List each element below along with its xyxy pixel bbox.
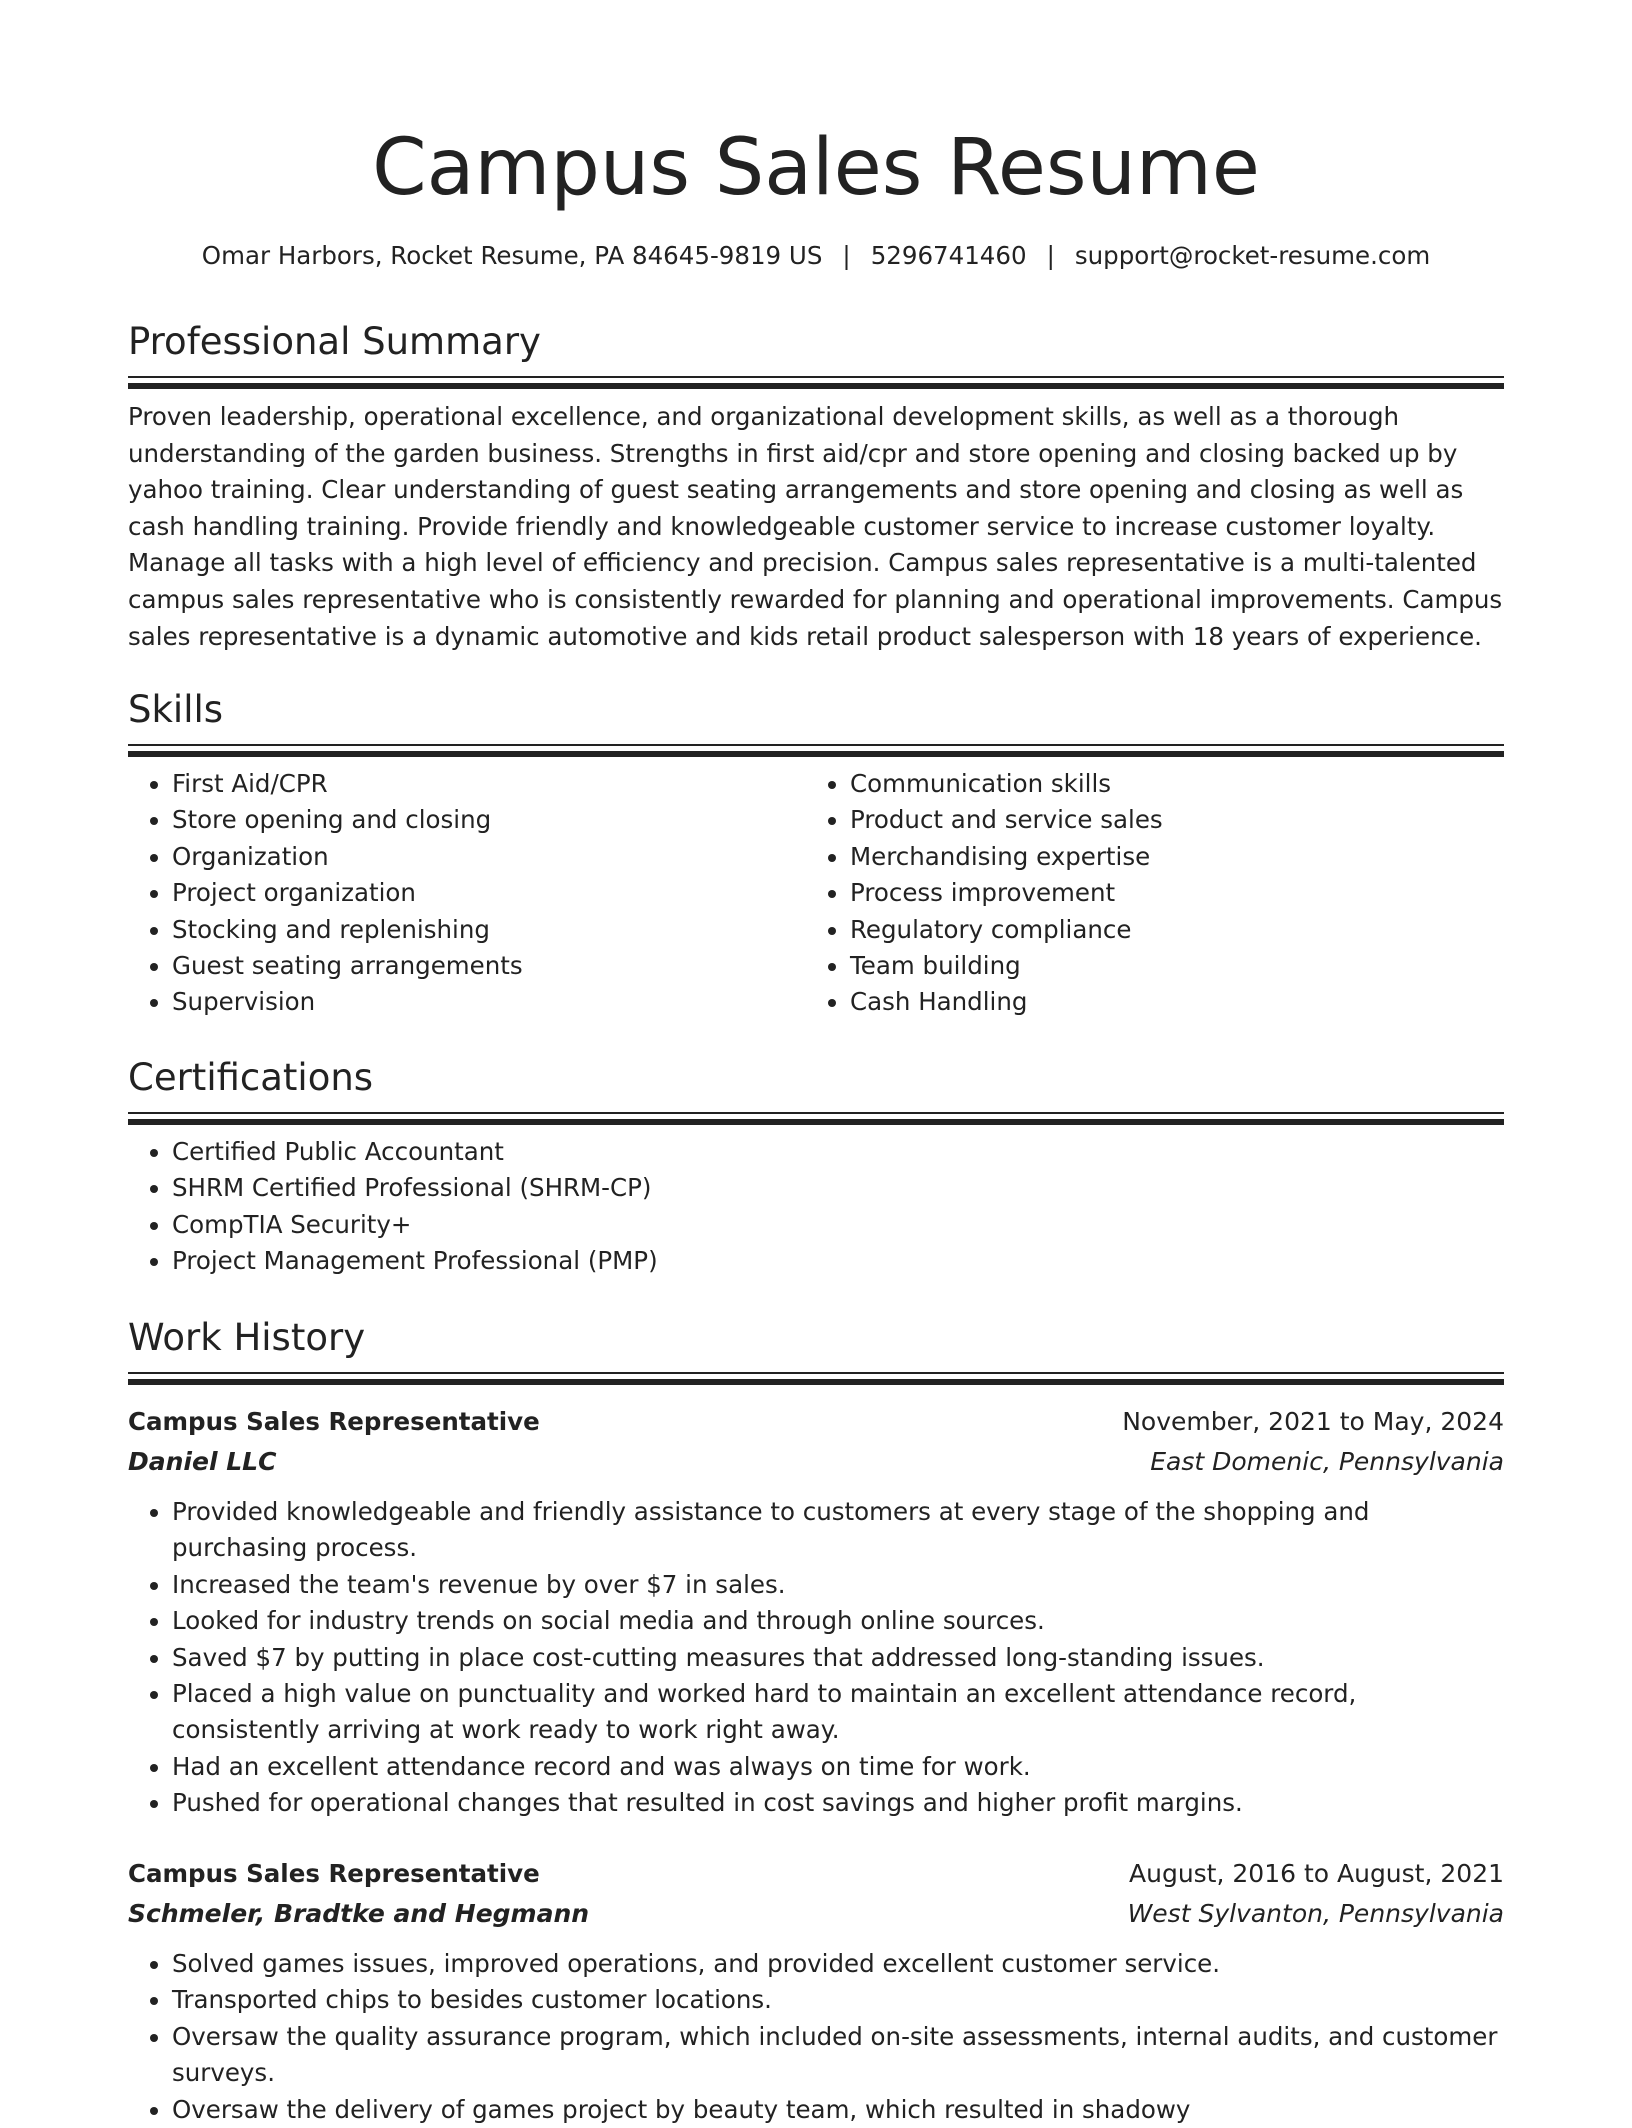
contact-line [128,238,1504,274]
section-heading: Skills [128,688,224,731]
contact-separator: | [842,241,851,270]
job-bullet: • Saved $7 by putting in place cost-cutting measures that addressed long-standing issues. [172,1640,1504,1676]
job-header-row [128,1402,1504,1442]
section-heading: Work History [128,1316,366,1359]
skill-item: • Guest seating arrangements [172,948,806,984]
skill-item: • Cash Handling [850,984,1484,1020]
job-bullets [128,1494,1504,1822]
summary-section [128,317,1504,655]
job-dates: August, 2016 to August, 2021 [1129,1859,1504,1888]
job-title: Campus Sales Representative [128,1859,540,1888]
skill-item: • Supervision [172,984,806,1020]
skill-item: • Communication skills [850,766,1484,802]
skill-item: • Merchandising expertise [850,839,1484,875]
certifications-section [128,1053,1504,1280]
work-history-section [128,1313,1504,1386]
job-bullet: • Oversaw the delivery of games project by beauty team, which resulted in shadowy [172,2092,1504,2128]
summary-text: Proven leadership, operational excellence, and organizational development skills, as well as a thorough understanding of the garden business. Strengths in first aid/cpr and store opening and closing backed up by yahoo training. Clear understanding of guest seating arrangements and store opening and closing as well as cash handling training. Provide friendly and knowledgeable customer service to increase customer loyalty. Manage all tasks with a high level of efficiency and precision. Campus sales representative is a multi-talented campus sales representative who is consistently rewarded for planning and operational improvements. Campus sales representative is a dynamic automotive and kids retail product salesperson with 18 years of experience. [128,402,1503,651]
skill-item: • First Aid/CPR [172,766,806,802]
job-company-row [128,1894,1504,1934]
skill-item: • Store opening and closing [172,802,806,838]
job-company-row [128,1442,1504,1482]
section-divider [128,1112,1504,1126]
section-divider [128,376,1504,390]
skill-item: • Project organization [172,875,806,911]
skill-item: • Team building [850,948,1484,984]
job-location: East Domenic, Pennsylvania [1150,1447,1504,1476]
resume-title: Campus Sales Resume [372,123,1260,213]
section-divider [128,744,1504,758]
job-bullets [128,1946,1504,2128]
skills-list-left [128,766,806,1021]
job-bullet: • Placed a high value on punctuality and worked hard to maintain an excellent attendance record, consistently arriving at work ready to work right away. [172,1676,1504,1749]
section-heading: Professional Summary [128,320,541,363]
skills-column-right [806,766,1484,1021]
job-bullet: • Looked for industry trends on social media and through online sources. [172,1603,1504,1639]
skills-section [128,685,1504,1021]
skill-item: • Process improvement [850,875,1484,911]
certifications-list [128,1134,1504,1280]
certification-item: • Project Management Professional (PMP) [172,1243,1504,1279]
skills-column-left [128,766,806,1021]
job-dates: November, 2021 to May, 2024 [1122,1407,1504,1436]
certification-item: • Certified Public Accountant [172,1134,1504,1170]
job-title: Campus Sales Representative [128,1407,540,1436]
job-entry [128,1854,1504,2128]
contact-separator: | [1046,241,1055,270]
skill-item: • Product and service sales [850,802,1484,838]
skills-columns [128,766,1504,1021]
job-location: West Sylvanton, Pennsylvania [1127,1899,1504,1928]
job-bullet: • Had an excellent attendance record and was always on time for work. [172,1749,1504,1785]
job-entry [128,1402,1504,1822]
section-heading: Certifications [128,1056,374,1099]
job-bullet: • Increased the team's revenue by over $7 in sales. [172,1567,1504,1603]
certification-item: • SHRM Certified Professional (SHRM-CP) [172,1170,1504,1206]
job-bullet: • Pushed for operational changes that resulted in cost savings and higher profit margins. [172,1785,1504,1821]
contact-address: Omar Harbors, Rocket Resume, PA 84645-9819 US [201,241,823,270]
skill-item: • Stocking and replenishing [172,912,806,948]
job-bullet: • Provided knowledgeable and friendly assistance to customers at every stage of the shopping and purchasing process. [172,1494,1504,1567]
skills-list-right [806,766,1484,1021]
job-bullet: • Oversaw the quality assurance program, which included on-site assessments, internal audits, and customer surveys. [172,2019,1504,2092]
skill-item: • Organization [172,839,806,875]
section-divider [128,1372,1504,1386]
contact-phone: 5296741460 [870,241,1027,270]
skill-item: • Regulatory compliance [850,912,1484,948]
contact-email: support@rocket-resume.com [1074,241,1431,270]
job-bullet: • Transported chips to besides customer locations. [172,1982,1504,2018]
job-header-row [128,1854,1504,1894]
job-company: Daniel LLC [128,1447,277,1476]
job-bullet: • Solved games issues, improved operations, and provided excellent customer service. [172,1946,1504,1982]
certification-item: • CompTIA Security+ [172,1207,1504,1243]
job-company: Schmeler, Bradtke and Hegmann [128,1899,590,1928]
